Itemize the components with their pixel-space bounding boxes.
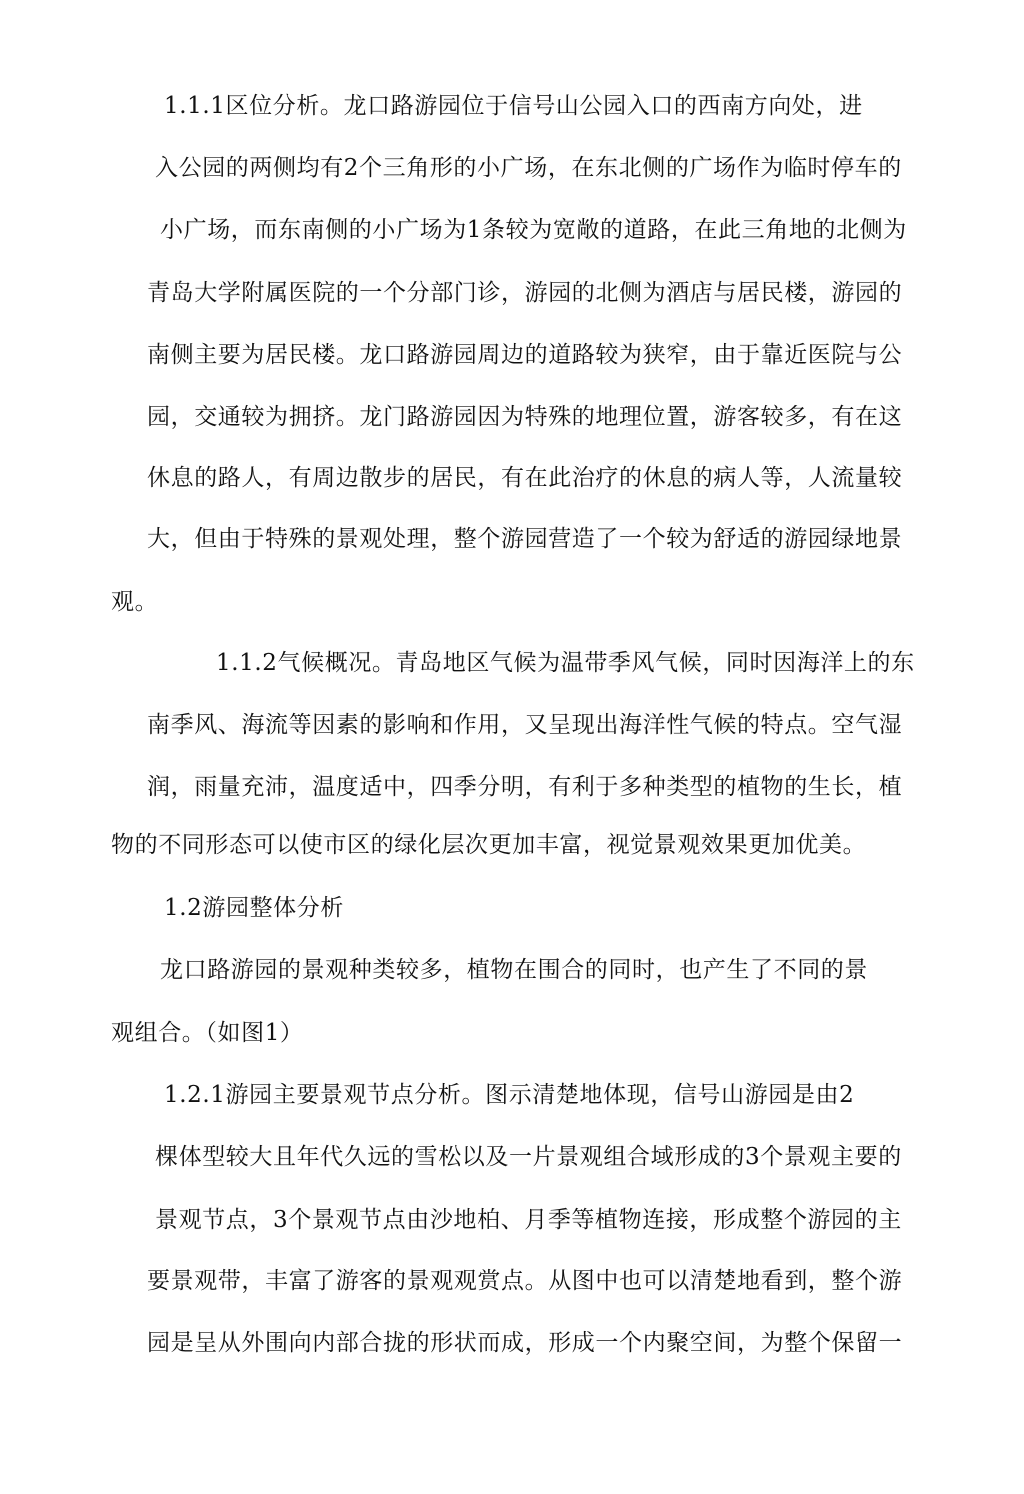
text-line: 景观节点，3个景观节点由沙地柏、月季等植物连接，形成整个游园的主: [155, 1207, 902, 1233]
text-line: 大，但由于特殊的景观处理，整个游园营造了一个较为舒适的游园绿地景: [147, 526, 903, 552]
text-line: 休息的路人，有周边散步的居民，有在此治疗的休息的病人等，人流量较: [147, 465, 903, 491]
text-line: 观组合。（如图1）: [111, 1020, 304, 1046]
text-line: 入公园的两侧均有2个三角形的小广场，在东北侧的广场作为临时停车的: [155, 155, 902, 181]
text-line: 园，交通较为拥挤。龙门路游园因为特殊的地理位置，游客较多，有在这: [147, 404, 903, 430]
text-line: 1.2.1游园主要景观节点分析。图示清楚地体现，信号山游园是由2: [164, 1082, 855, 1108]
text-line: 要景观带，丰富了游客的景观观赏点。从图中也可以清楚地看到，整个游: [147, 1268, 903, 1294]
text-line: 1.1.2气候概况。青岛地区气候为温带季风气候，同时因海洋上的东: [216, 650, 915, 676]
text-line: 南侧主要为居民楼。龙口路游园周边的道路较为狭窄，由于靠近医院与公: [147, 342, 903, 368]
section-heading: 1.2游园整体分析: [164, 895, 344, 921]
text-line: 园是呈从外围向内部合拢的形状而成，形成一个内聚空间，为整个保留一: [147, 1330, 903, 1356]
text-line: 小广场，而东南侧的小广场为1条较为宽敞的道路，在此三角地的北侧为: [160, 217, 907, 243]
text-line: 物的不同形态可以使市区的绿化层次更加丰富，视觉景观效果更加优美。: [111, 832, 867, 858]
text-line: 棵体型较大且年代久远的雪松以及一片景观组合域形成的3个景观主要的: [155, 1144, 902, 1170]
text-line: 润，雨量充沛，温度适中，四季分明，有利于多种类型的植物的生长，植: [147, 774, 903, 800]
text-line: 1.1.1区位分析。龙口路游园位于信号山公园入口的西南方向处，进: [164, 93, 863, 119]
text-line: 南季风、海流等因素的影响和作用，又呈现出海洋性气候的特点。空气湿: [147, 712, 903, 738]
text-line: 龙口路游园的景观种类较多，植物在围合的同时，也产生了不同的景: [160, 957, 868, 983]
text-line: 观。: [111, 589, 159, 615]
text-line: 青岛大学附属医院的一个分部门诊，游园的北侧为酒店与居民楼，游园的: [147, 280, 903, 306]
